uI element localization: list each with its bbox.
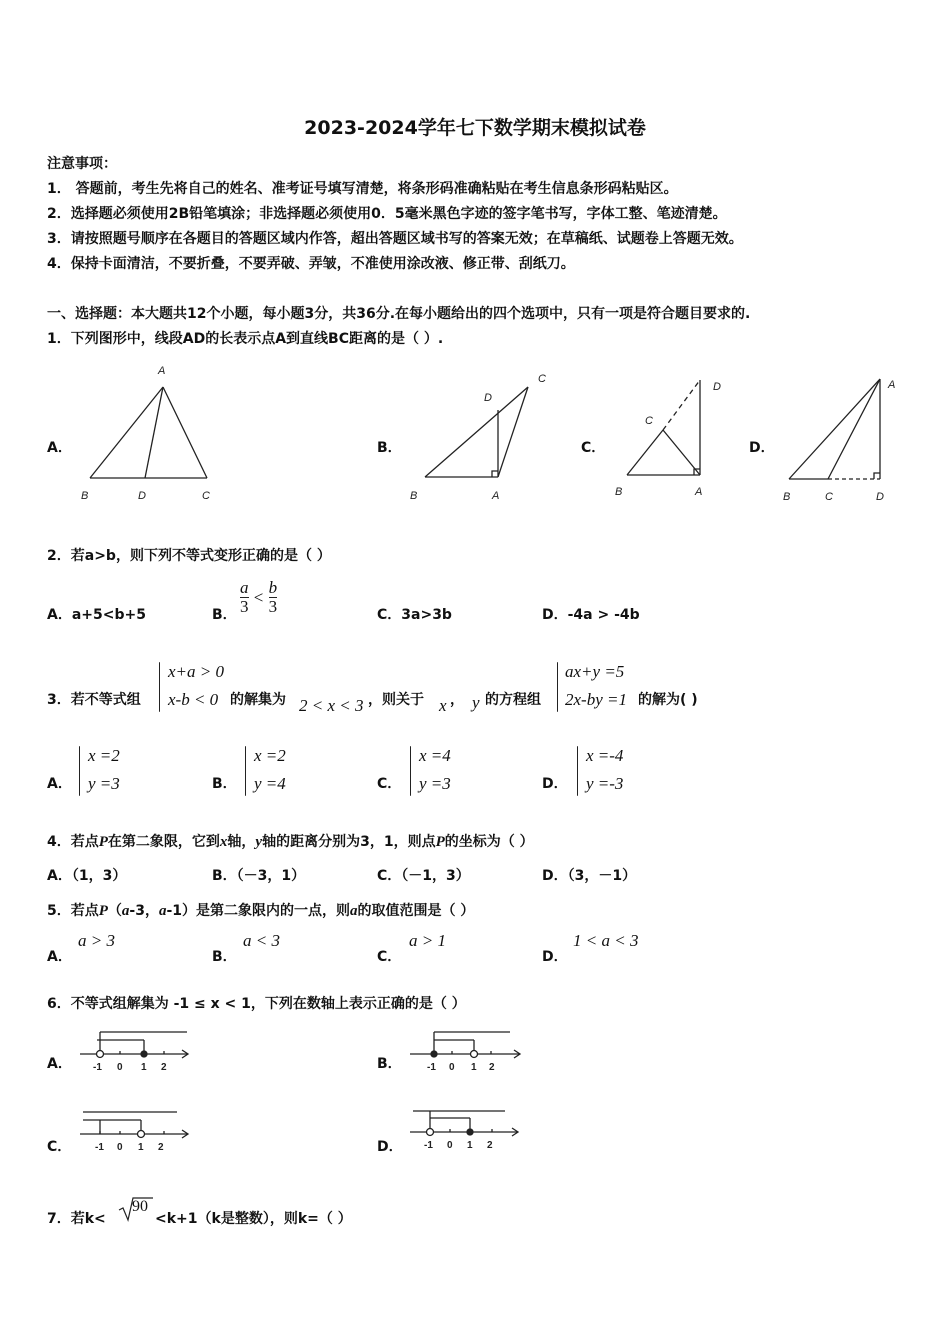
question-5-stem: 5．若点P（a-3，a-1）是第二象限内的一点，则a的取值范围是（ ）: [47, 903, 475, 919]
q4-option-b[interactable]: B．（－3，1）: [212, 868, 306, 884]
q3-option-a-brace: [79, 746, 80, 796]
notice-item-3: 3．请按照题号顺序在各题目的答题区域内作答，超出答题区域书写的答案无效；在草稿纸、试题卷上答题无效。: [47, 231, 743, 247]
q1-option-a-label[interactable]: A．: [47, 440, 72, 456]
q3-option-d-label[interactable]: D．: [542, 776, 568, 792]
q4-option-a[interactable]: A．（1，3）: [47, 868, 127, 884]
q3-option-d-brace: [577, 746, 578, 796]
notice-item-4: 4．保持卡面清洁，不要折叠，不要弄破、弄皱，不准使用涂改液、修正带、刮纸刀。: [47, 256, 575, 272]
q6-option-a-label[interactable]: A．: [47, 1056, 72, 1072]
q6b-tick-1: -1: [427, 1062, 436, 1073]
q1-figure-c: [605, 362, 735, 504]
q3-range: 2 < x < 3: [299, 696, 364, 715]
q3-option-b-l1: x =2: [254, 746, 286, 765]
q6d-tick-4: 2: [487, 1140, 493, 1151]
q5-option-b-expr: a < 3: [243, 931, 280, 950]
q3-var-y: y: [472, 693, 480, 712]
q3-text-mid2: ，则关于: [368, 692, 424, 708]
q1-option-b-label[interactable]: B．: [377, 440, 402, 456]
q1c-point-c: C: [645, 415, 653, 427]
q5-option-c-expr: a > 1: [409, 931, 446, 950]
q6d-tick-1: -1: [424, 1140, 433, 1151]
q6-option-c-label[interactable]: C．: [47, 1139, 72, 1155]
q2-option-d[interactable]: D．-4a > -4b: [542, 607, 640, 623]
question-6-stem: 6．不等式组解集为 -1 ≤ x < 1，下列在数轴上表示正确的是（ ）: [47, 996, 466, 1012]
q3-option-c-l2: y =3: [419, 774, 451, 793]
q1-option-c-label[interactable]: C．: [581, 440, 606, 456]
q7-text-pre: 7．若k<: [47, 1211, 106, 1227]
q6a-tick-2: 0: [117, 1062, 123, 1073]
q1a-point-c: C: [202, 490, 210, 502]
q6d-tick-3: 1: [467, 1140, 473, 1151]
q3-option-d-l1: x =-4: [586, 746, 624, 765]
q1d-point-b: B: [783, 491, 791, 503]
q3-option-d-l2: y =-3: [586, 774, 624, 793]
q6a-tick-4: 2: [161, 1062, 167, 1073]
q1-option-d-label[interactable]: D．: [749, 440, 775, 456]
q6a-tick-3: 1: [141, 1062, 147, 1073]
q3-option-b-l2: y =4: [254, 774, 286, 793]
q6b-tick-2: 0: [449, 1062, 455, 1073]
question-1-stem: 1．下列图形中，线段AD的长表示点A到直线BC距离的是（ ）.: [47, 331, 444, 347]
q5-option-d-expr: 1 < a < 3: [573, 931, 639, 950]
section-heading: 一、选择题：本大题共12个小题，每小题3分，共36分.在每小题给出的四个选项中，只有一项是符合题目要求的.: [47, 306, 751, 322]
q6-option-b-label[interactable]: B．: [377, 1056, 402, 1072]
q1d-point-a: A: [888, 379, 896, 391]
q2-option-c[interactable]: C．3a>3b: [377, 607, 452, 623]
q1b-point-c: C: [538, 373, 546, 385]
q7-text-post: <k+1（k是整数），则k=（ ）: [155, 1211, 352, 1227]
notice-item-1: 1． 答题前，考生先将自己的姓名、准考证号填写清楚，将条形码准确粘贴在考生信息条形码粘贴区。: [47, 181, 678, 197]
q7-radicand: 90: [132, 1198, 148, 1215]
question-2-stem: 2．若a>b，则下列不等式变形正确的是（ ）: [47, 548, 331, 564]
q3-option-a-l2: y =3: [88, 774, 120, 793]
q3-text-mid1: 的解集为: [230, 692, 286, 708]
q5-option-d-label[interactable]: D．: [542, 949, 568, 965]
q5-option-a-expr: a > 3: [78, 931, 115, 950]
q1-figure-d: [775, 367, 915, 507]
q6-option-d-label[interactable]: D．: [377, 1139, 403, 1155]
q4-option-d[interactable]: D．（3，－1）: [542, 868, 637, 884]
q2-option-b-expr: $\frac{a}{3}$ < $\frac{b}{3}$: [240, 578, 278, 616]
q6c-tick-2: 0: [117, 1142, 123, 1153]
q3-sys2-line1: ax+y =5: [565, 662, 625, 681]
q3-sys1-line2: x-b < 0: [168, 690, 219, 709]
page-title: 2023-2024学年七下数学期末模拟试卷: [304, 117, 646, 139]
q2-option-a[interactable]: A．a+5<b+5: [47, 607, 146, 623]
q1d-point-c: C: [825, 491, 833, 503]
q1a-point-a: A: [158, 365, 166, 377]
q6-numberline-d: [405, 1103, 530, 1153]
q3-brace-1: [159, 662, 160, 712]
q3-option-c-l1: x =4: [419, 746, 451, 765]
q5-option-b-label[interactable]: B．: [212, 949, 237, 965]
q1b-point-a: A: [492, 490, 500, 502]
q1a-point-d: D: [138, 490, 146, 502]
q1-figure-a: [75, 360, 235, 505]
q3-option-a-l1: x =2: [88, 746, 120, 765]
q1c-point-d: D: [713, 381, 721, 393]
question-4-stem: 4．若点P在第二象限，它到x轴，y轴的距离分别为3，1，则点P的坐标为（ ）: [47, 834, 534, 850]
q1-figure-b: [400, 365, 560, 505]
q5-option-a-label[interactable]: A．: [47, 949, 72, 965]
q3-comma: ，: [450, 692, 464, 708]
q6-numberline-c: [75, 1105, 200, 1155]
q3-option-b-label[interactable]: B．: [212, 776, 237, 792]
q3-text-post: 的解为( ): [638, 692, 698, 708]
q3-option-a-label[interactable]: A．: [47, 776, 72, 792]
q2-option-b-label[interactable]: B．: [212, 607, 237, 623]
notice-item-2: 2．选择题必须使用2B铅笔填涂；非选择题必须使用0．5毫米黑色字迹的签字笔书写，字体工整、笔迹清楚。: [47, 206, 727, 222]
q3-text-pre: 3．若不等式组: [47, 692, 141, 708]
q3-var-x: x: [439, 696, 447, 715]
q1b-point-b: B: [410, 490, 418, 502]
q3-sys1-line1: x+a > 0: [168, 662, 224, 681]
q1c-point-a: A: [695, 486, 703, 498]
q6-numberline-b: [405, 1025, 530, 1075]
q6c-tick-3: 1: [138, 1142, 144, 1153]
q3-option-c-brace: [410, 746, 411, 796]
q6b-tick-4: 2: [489, 1062, 495, 1073]
q3-sys2-line2: 2x-by =1: [565, 690, 627, 709]
q1d-point-d: D: [876, 491, 884, 503]
q3-text-mid3: 的方程组: [485, 692, 541, 708]
q3-option-c-label[interactable]: C．: [377, 776, 402, 792]
q1c-point-b: B: [615, 486, 623, 498]
q6d-tick-2: 0: [447, 1140, 453, 1151]
q1a-point-b: B: [81, 490, 89, 502]
q4-option-c[interactable]: C．（－1，3）: [377, 868, 470, 884]
q3-brace-2: [557, 662, 558, 712]
q6b-tick-3: 1: [471, 1062, 477, 1073]
notice-heading: 注意事项：: [47, 156, 117, 172]
q5-option-c-label[interactable]: C．: [377, 949, 402, 965]
q6a-tick-1: -1: [93, 1062, 102, 1073]
q3-option-b-brace: [245, 746, 246, 796]
q6c-tick-1: -1: [95, 1142, 104, 1153]
q1b-point-d: D: [484, 392, 492, 404]
q6c-tick-4: 2: [158, 1142, 164, 1153]
q6-numberline-a: [75, 1025, 200, 1075]
